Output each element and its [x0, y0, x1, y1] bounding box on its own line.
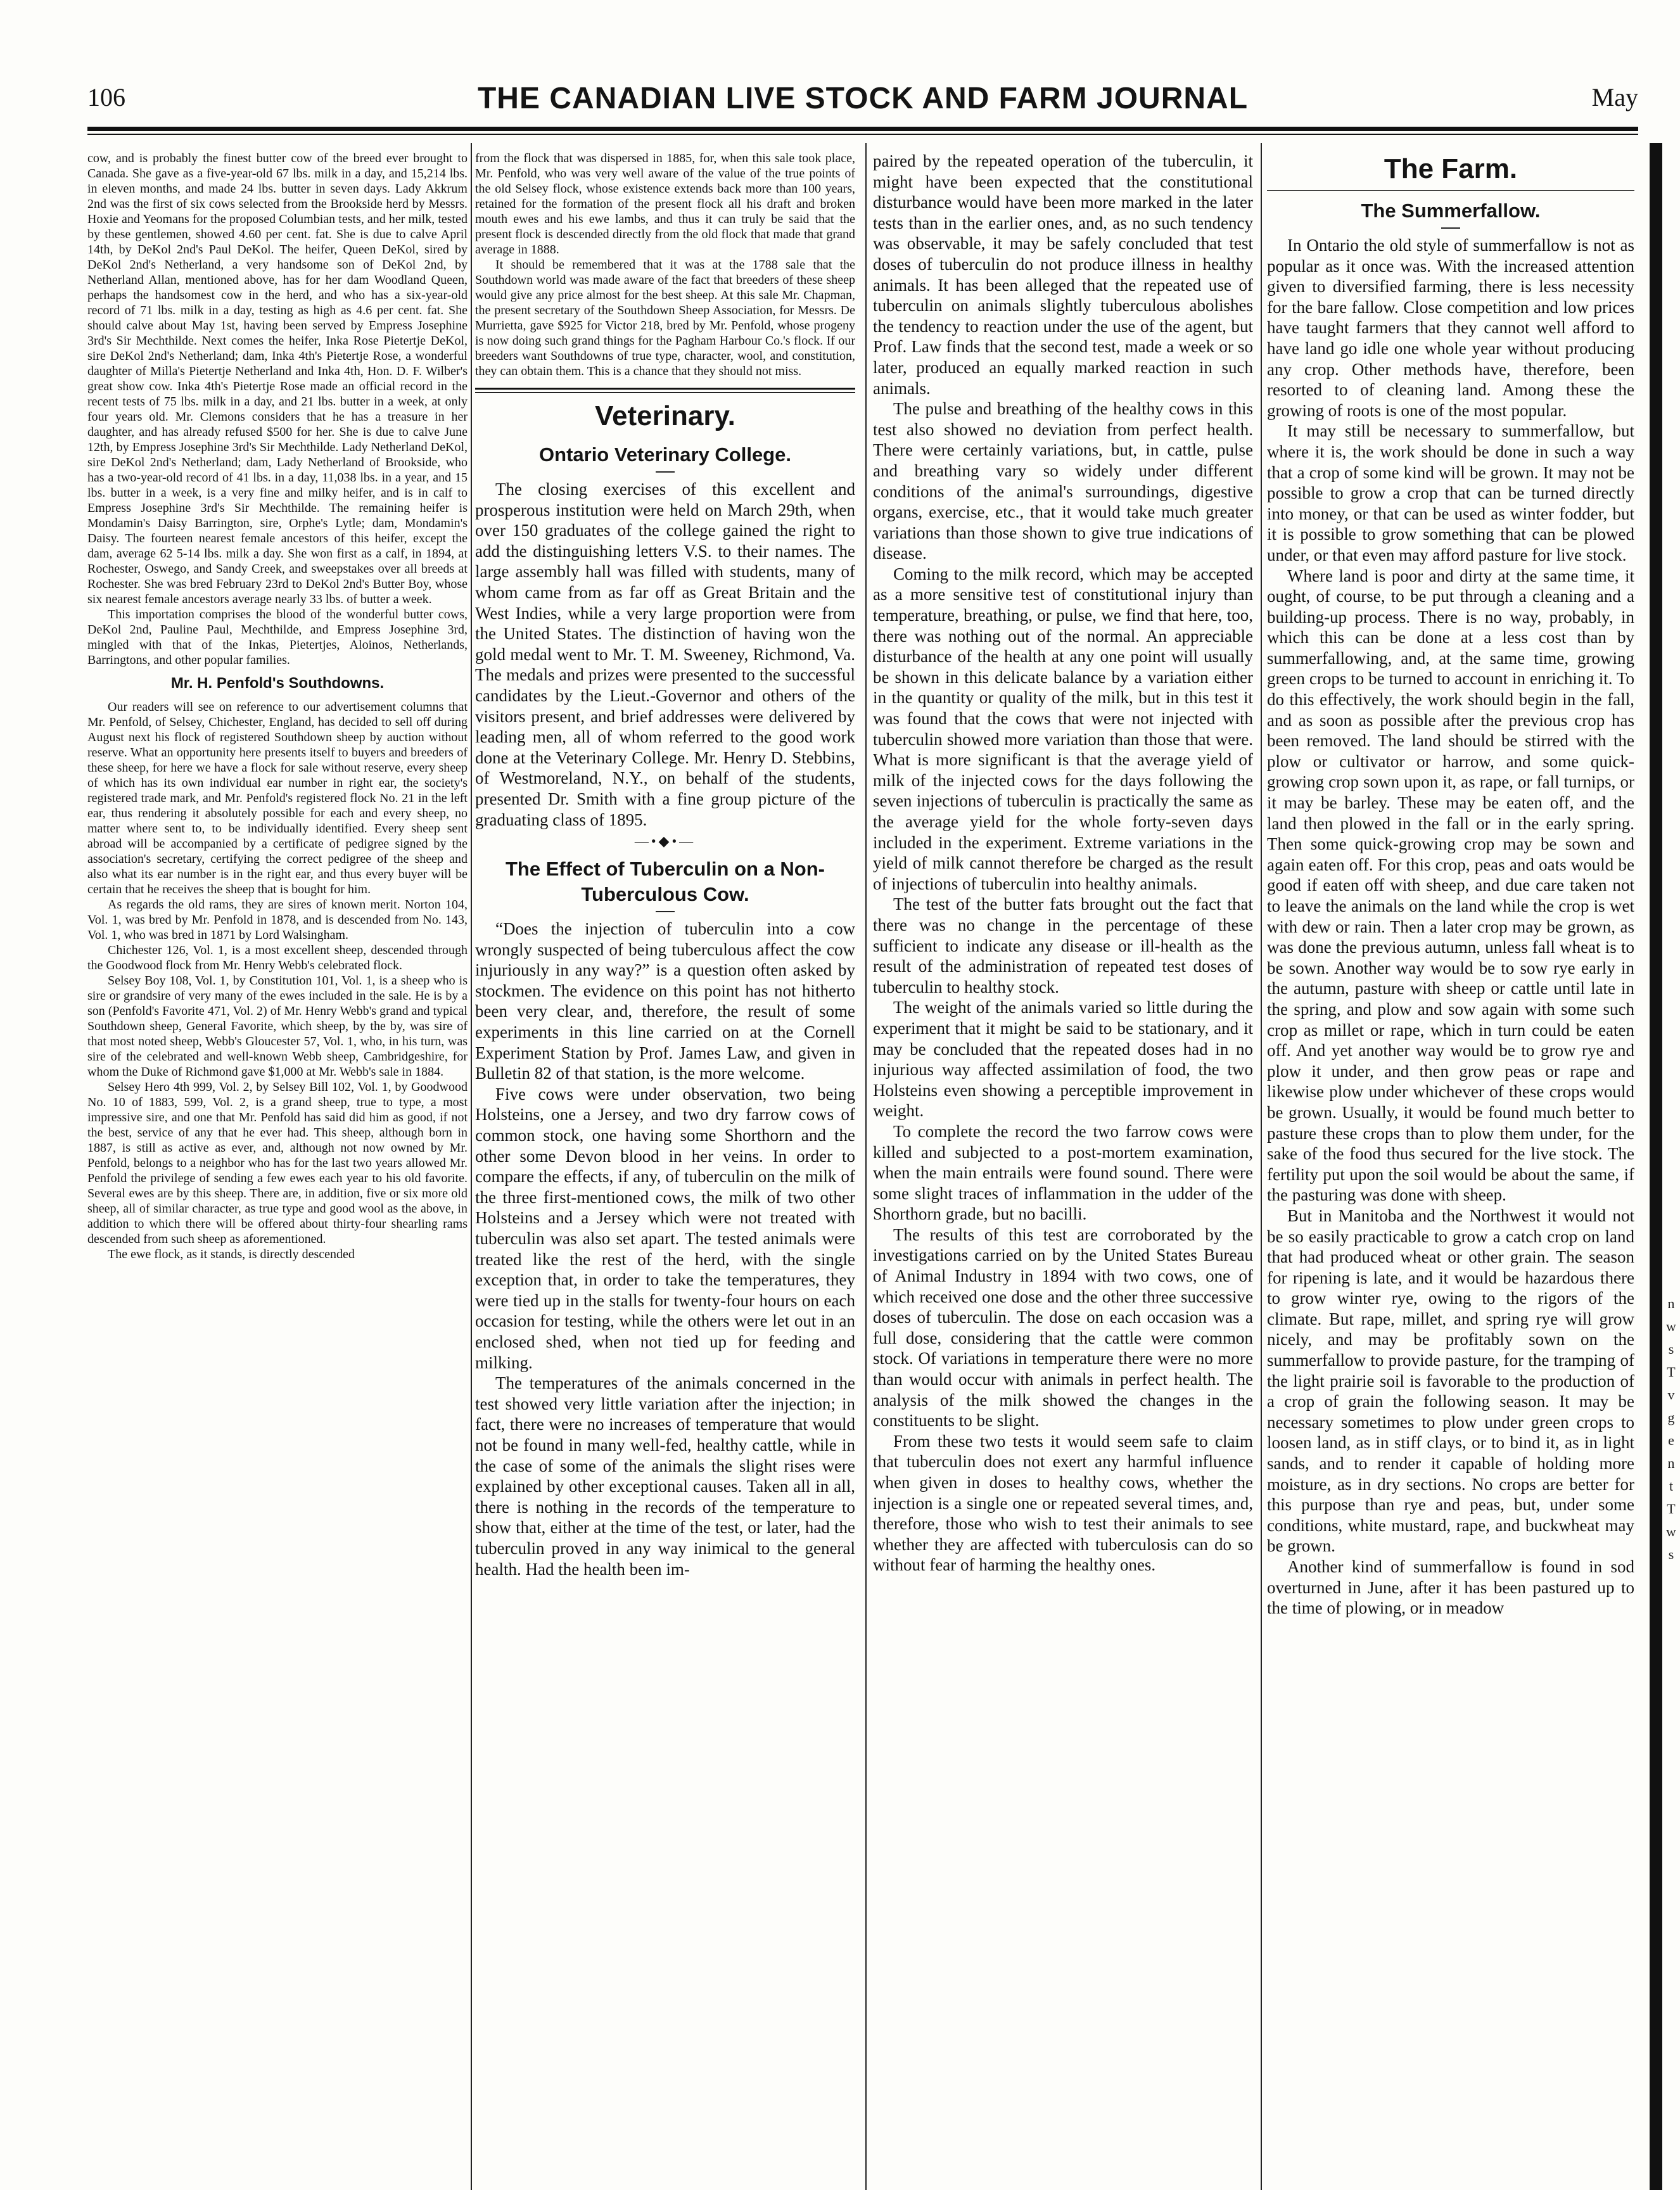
- paragraph: Selsey Hero 4th 999, Vol. 2, by Selsey Bill 102, Vol. 1, by Goodwood No. 10 of 1883, 599, Vol. 2, is a grand sheep, true to type, a most impressive sire, and one that Mr. Penfold has said did him as good, if not the best, service of any that he ever had. This sheep, although born in 1887, is still as active as ever, and, although not now owned by Mr. Penfold, belongs to a neighbor who has for the last two years allowed Mr. Penfold the privilege of sending a few ewes each year to his old favorite. Several ewes are by this sheep. There are, in addition, five or six more old sheep, all of similar character, as true type and good wool as the above, in addition to which there will be offered about thirty-four shearling rams descended from such sheep as aforementioned.: [87, 1080, 468, 1246]
- column-2: [475, 151, 855, 2165]
- paragraph: The ewe flock, as it stands, is directly descended: [108, 1247, 355, 1261]
- paragraph: Selsey Boy 108, Vol. 1, by Constitution 101, Vol. 1, is a sheep who is sire or grandsire of very many of the ewes included in the sale. He is by a son (Penfold's Favorite 471, Vol. 2) of Mr. Henry Webb's grand and typical Southdown sheep, General Favorite, which sheep, by the by, was sire of that most noted sheep, Webb's Gloucester 57, Vol. 1, who, in his turn, was sire of the celebrated and well-known Webb sheep, Cambridgeshire, for whom the Duke of Richmond gave $1,000 at Mr. Webb's sale in 1884.: [87, 974, 468, 1079]
- paragraph: The pulse and breathing of the healthy cows in this test also showed no deviation from perfect health. There were certainly variations, but, in cattle, pulse and breathing vary so widely under different conditions of the animal's surroundings, digestive organs, exercise, etc., that it would take much greater variations than those shown to give true indications of disease.: [873, 399, 1253, 563]
- section-title-the-farm: The Farm.: [1384, 153, 1518, 184]
- summerfallow-article: [1267, 235, 1634, 1619]
- edge-letter: g: [1667, 1410, 1675, 1425]
- paragraph: Five cows were under observation, two being Holsteins, one a Jersey, and two dry farrow cows of common stock, one having some Shorthorn and the other some Devon blood in her veins. In order to compare the effects, if any, of tuberculin on the milk of the three first-mentioned cows, the milk of two other Holsteins and a Jersey which were not treated with tuberculin was also set apart. The tested animals were treated like the rest of the herd, with the single exception that, in order to take the temperatures, they were tied up in the stalls for twenty-four hours on each occasion for testing, while the others were let out in an enclosed shed, when not tied up for feeding and milking.: [475, 1084, 855, 1372]
- college-article: [475, 479, 855, 830]
- tuberculin-article: [475, 919, 855, 1579]
- paragraph: Our readers will see on reference to our advertisement columns that Mr. Penfold, of Selsey, Chichester, England, has decided to sell off during August next his flock of registered Southdown sheep by auction without reserve. What an opportunity here presents itself to buyers and breeders of these sheep, for here we have a flock for sale without reserve, every sheep of which has its own individual ear number in right ear, the society's registered trade mark, and Mr. Penfold's registered flock No. 21 in the left ear, thus rendering it absolutely possible for each and every sheep, no matter where sent to, to be individually identified. Every sheep sent abroad will be accompanied by a certificate of pedigree signed by the association's secretary, certifying the correct pedigree of the sheep and also what its ear number is in the right ear, and thus every buyer will be certain that he receives the sheep that is bought for him.: [87, 700, 468, 896]
- section-rule-thin: [1267, 190, 1634, 191]
- section-rule-thin: [475, 392, 855, 393]
- paragraph: paired by the repeated operation of the tuberculin, it might have been expected that the constitutional disturbance would have been more marked in the later tests than in the earlier ones, and, as no such tendency was observable, it may be safely concluded that test doses of tuberculin do not produce illness in healthy animals. It has been alleged that the repeated use of tuberculin on animals slightly tuberculous abolishes the tendency to reaction under the use of the agent, but Prof. Law finds that the second test, made a week or so later, produced an equally marked reaction in such animals.: [873, 151, 1253, 398]
- section-rule: [475, 388, 855, 390]
- paragraph: The weight of the animals varied so little during the experiment that it might be said to be stationary, and it may be concluded that the repeated doses had in no injurious way affected assimilation of food, the two Holsteins even showing a perceptible improvement in weight.: [873, 998, 1253, 1121]
- paragraph: The closing exercises of this excellent and prosperous institution were held on March 29th, when over 150 graduates of the college gained the right to add the distinguishing letters V.S. to their names. The large assembly hall was filled with students, many of whom came from as far off as Great Britain and the West Indies, while a very large proportion were from the United States. The distinction of having won the gold medal went to Mr. T. M. Sweeney, Richmond, Va. The medals and prizes were presented to the successful candidates by the Lieut.-Governor and others of the visitors present, and brief addresses were delivered by leading men, all of whom referred to the good work done at the Veterinary College. Mr. Henry D. Stebbins, of Westmoreland, N.Y., on behalf of the students, presented Dr. Smith with a fine group picture of the graduating class of 1895.: [475, 480, 855, 829]
- paragraph: From these two tests it would seem safe to claim that tuberculin does not exert any harmful influence when given in doses to healthy cows, whether the injection is a single one or repeated several times, and, therefore, those who wish to test their animals to see whether they are affected with tuberculosis can do so without fear of harming the healthy ones.: [873, 1431, 1253, 1575]
- paragraph: “Does the injection of tuberculin into a cow wrongly suspected of being tuberculous affect the cow injuriously in any way?” is a question often asked by stockmen. The evidence on this point has not hitherto been very clear, and, therefore, the result of some experiments in this line carried on at the Cornell Experiment Station by Prof. James Law, and given in Bulletin 82 of that station, is the more welcome.: [475, 919, 855, 1083]
- header-rule-thick: [87, 127, 1638, 131]
- short-rule: [1441, 227, 1460, 229]
- short-rule: [656, 471, 675, 473]
- paragraph: To complete the record the two farrow cows were killed and subjected to a post-mortem examination, when the main entrails were found sound. There were some slight traces of inflammation in the udder of the Shorthorn grade, but no bacilli.: [873, 1121, 1253, 1224]
- paragraph: This importation comprises the blood of the wonderful butter cows, DeKol 2nd, Pauline Paul, Mechthilde, and Empress Josephine 3rd, mingled with that of the Inkas, Pietertjes, Aloinos, Netherlands, Barringtons, and other popular families.: [87, 608, 468, 667]
- column-4: [1267, 151, 1634, 2165]
- ornament-divider: —•◆•—: [634, 833, 696, 850]
- edge-letter: s: [1668, 1546, 1674, 1562]
- subhead-summerfallow: The Summerfallow.: [1361, 200, 1541, 222]
- section-title-veterinary: Veterinary.: [595, 400, 735, 431]
- edge-letter: e: [1668, 1432, 1674, 1448]
- tuberculin-article-continued: [873, 151, 1253, 1576]
- paragraph: Coming to the milk record, which may be accepted as a more sensitive test of constitutional injury than temperature, breathing, or pulse, we find that here, too, there was nothing out of the normal. An appreciable disturbance of the health at any one point will usually be shown in this delicate balance by a variation either in the quantity or quality of the milk, but in this test it was found that the cows that were not injected with tuberculin showed more variation than those that were. What is more significant is that the average yield of milk of the injected cows for the days following the seven injections of tuberculin is practically the same as the average yield for the whole forty-seven days included in the experiment. Extreme variations in the yield of milk cannot therefore be charged as the result of injections of tuberculin into healthy animals.: [873, 564, 1253, 893]
- southdowns-article-continued: [475, 151, 855, 379]
- paragraph: The results of this test are corroborated by the investigations carried on by the United States Bureau of Animal Industry in 1894 with two cows, one of which received one dose and the other three successive doses of tuberculin. The dose on each occasion was a full dose, considering that the cattle were common stock. Of variations in temperature there were no more than would occur with animals in perfect health. The analysis of the milk showed the changes in the constituents to be slight.: [873, 1225, 1253, 1430]
- page-header: [87, 81, 1638, 120]
- edge-letter: n: [1667, 1455, 1675, 1471]
- paragraph: cow, and is probably the finest butter cow of the breed ever brought to Canada. She gave as a five-year-old 67 lbs. milk in a day, and 15,214 lbs. in eleven months, and made 24 lbs. butter in seven days. Lady Akkrum 2nd was the first of six cows selected from the Brookside herd by Messrs. Hoxie and Yeomans for the proposed Columbian tests, and her milk, tested by these gentlemen, showed 4.60 per cent. fat. She is due to calve April 14th, by DeKol 2nd's Paul DeKol. The heifer, Queen DeKol, sired by DeKol 2nd's Netherland, a very handsome son of DeKol 2nd, by Netherland Allan, mentioned above, has for her dam Woodland Queen, perhaps the handsomest cow in the herd, and who has a six-year-old record of 71 lbs. milk in a day, testing as high as 4.6 per cent. fat. She should calve about May 1st, having been served by Empress Josephine 3rd's Sir Mechthilde. Next comes the heifer, Inka Rose Pietertje DeKol, sire DeKol 2nd's Netherland; dam, Inka 4th's Pietertje Rose, a wonderful daughter of Milla's Pietertje Netherland and Inka 4th, Hon. D. F. Wilber's great show cow. Inka 4th's Pietertje Rose made an official record in the recent tests of 75 lbs. milk in a day, and 21 lbs. butter in a week, at only four years old. Mr. Clemons considers that he has a treasure in her daughter, and has already refused $500 for her. She is due to calve June 12th, by Empress Josephine 3rd's Sir Mechthilde. Lady Netherland DeKol, sire DeKol 2nd's Netherland; dam, Lady Netherland of Brookside, who has a two-year-old record of 41 lbs. in a day, 11,038 lbs. in a year, and 15 lbs. butter in a week, is a very fine and milky heifer, and is in calf to Empress Josephine 3rd's Sir Mechthilde. The remaining heifer is Mondamin's Daisy Barrington, sire, Orphe's Lytle; dam, Mondamin's Daisy. The fourteen nearest female ancestors of this heifer, except the dam, average 62 5-14 lbs. milk a day. She won first as a calf, in 1894, at Rochester, Oswego, and Sandy Creek, and sweepstakes over all breeds at Rochester. She was bred February 23rd to DeKol 2nd's Butter Boy, whose six nearest female ancestors average nearly 33 lbs. of butter a week.: [87, 151, 468, 606]
- binding-edge-shadow: [1650, 143, 1662, 2190]
- paragraph: The test of the butter fats brought out the fact that there was no change in the percentage of these sufficient to indicate any disease or ill-health as the result of the administration of repeated test doses of tuberculin to healthy stock.: [873, 894, 1253, 996]
- paragraph: Where land is poor and dirty at the same time, it ought, of course, to be put through a cleaning and a building-up process. There is no way, probably, in which this can be done at a less cost than by summerfallowing, and, at the same time, growing green crops to be turned to account in enriching it. To do this effectively, the work should begin in the fall, and as soon as possible after the previous crop has been removed. The land should be stirred with the plow or cultivator or harrow, and some quick-growing crop sown upon it, as rape, or fall turnips, or it may be barley. These may be eaten off, and the land then plowed in the fall or in the early spring. Then some quick-growing crop may be sown and again eaten off. For this crop, peas and oats would be good if eaten off with sheep, and due care taken not to leave the animals on the land while the crop is wet with dew or rain. Then a later crop may be grown, as was done the previous autumn, unless fall wheat is to be sown. Another way would be to sow rye early in the autumn, pasture with sheep or cattle until late in the spring, and plow and sow again with some such crop as millet or rape, which in turn could be eaten off. And yet another way would be to grow rye and plow it under, and then grow peas or rape and likewise plow under whichever of these crops would be grown. Usually, it would be found much better to pasture these crops than to plow them under, for the sake of the food thus secured for the live stock. The fertility put upon the soil would be about the same, if the pasturing was done with sheep.: [1267, 566, 1634, 1205]
- paragraph: It should be remembered that it was at the 1788 sale that the Southdown world was made aware of the fact that breeders of these sheep would give any price almost for the best sheep. At this sale Mr. Chapman, the present secretary of the Southdown Sheep Association, for Messrs. De Murrietta, gave $925 for Victor 218, bred by Mr. Penfold, whose progeny is now doing such grand things for the Pagham Harbour Co.'s flock. If our breeders want Southdowns of true type, character, wool, and constitution, they can obtain them. This is a chance that they should not miss.: [475, 258, 855, 378]
- edge-letter: n: [1667, 1296, 1675, 1311]
- subhead-penfold-southdowns: Mr. H. Penfold's Southdowns.: [170, 675, 385, 692]
- paragraph: from the flock that was dispersed in 1885, for, when this sale took place, Mr. Penfold, who was very well aware of the value of the true points of the old Selsey flock, whose existence extends back more than 100 years, retained for the formation of the present flock all his draft and broken mouth ewes and his ewe lambs, and thus it can truly be said that the present flock is descended directly from the old flock that made that grand average in 1888.: [475, 151, 855, 257]
- paragraph: As regards the old rams, they are sires of known merit. Norton 104, Vol. 1, was bred by Mr. Penfold in 1878, and is descended from No. 143, Vol. 1, who was bred in 1871 by Lord Walsingham.: [87, 898, 468, 942]
- subhead-ontario-veterinary-college: Ontario Veterinary College.: [539, 443, 791, 466]
- edge-letter: v: [1667, 1387, 1675, 1403]
- paragraph: Chichester 126, Vol. 1, is a most excellent sheep, descended through the Goodwood flock from Mr. Henry Webb's celebrated flock.: [87, 943, 468, 972]
- cut-off-adjacent-text: [1664, 1292, 1679, 1566]
- edge-letter: t: [1669, 1478, 1674, 1494]
- column-1: [87, 151, 468, 2165]
- header-rule-thin: [87, 134, 1638, 135]
- paragraph: It may still be necessary to summerfallow, but where it is, the work should be done in such a way that a crop of some kind will be grown. It may not be possible to grow a crop that can be turned directly into money, or that can be used as winter fodder, but it is possible to grow something that can be plowed under, or that even may afford pasture for live stock.: [1267, 421, 1634, 564]
- column-divider: [865, 143, 867, 2190]
- subhead-tuberculin: The Effect of Tuberculin on a Non-Tuberculous Cow.: [505, 858, 825, 906]
- paragraph: Another kind of summerfallow is found in sod overturned in June, after it has been pastured up to the time of plowing, or in meadow: [1267, 1557, 1634, 1618]
- edge-letter: s: [1668, 1341, 1674, 1357]
- issue-month: May: [1591, 83, 1638, 111]
- holstein-article-continued: [87, 151, 468, 668]
- paragraph: In Ontario the old style of summerfallow is not as popular as it once was. With the increased attention given to diversified farming, there is less necessity for the bare fallow. Close competition and low prices have taught farmers that they cannot well afford to have land go idle one whole year without producing any crop. Other methods have, therefore, been resorted to of cleaning land. Among these the growing of roots is one of the most popular.: [1267, 236, 1634, 420]
- edge-letter: w: [1666, 1524, 1676, 1539]
- short-rule: [656, 911, 675, 912]
- journal-title: THE CANADIAN LIVE STOCK AND FARM JOURNAL: [477, 82, 1249, 115]
- edge-letter: T: [1667, 1364, 1676, 1380]
- column-3: [873, 151, 1253, 2165]
- column-divider: [471, 143, 472, 2190]
- column-divider: [1261, 143, 1262, 2190]
- paragraph: The temperatures of the animals concerned in the test showed very little variation after the injection; in fact, there were no increases of temperature that would not be found in many well-fed, healthy cattle, while in the case of some of the animals the slight rises were explained by other exceptional causes. Taken all in all, there is nothing in the records of the temperature to show that, either at the time of the test, or later, had the tuberculin proved in any way inimical to the general health. Had the health been im-: [475, 1373, 855, 1579]
- southdowns-article: [87, 699, 468, 1262]
- paragraph: But in Manitoba and the Northwest it would not be so easily practicable to grow a catch crop on land that had produced wheat or other grain. The season for ripening is late, and it would be hazardous there to grow winter rye, owing to the rigors of the climate. But rape, millet, and spring rye will grow nicely, and may be profitably sown on the summerfallow to provide pasture, for the tramping of the light prairie soil is favorable to the production of a crop of grain the following season. It may be necessary sometimes to plow under green crops to loosen land, as in stiff clays, or to bind it, as in light sands, and to render it capable of holding more moisture, as in dry sections. No crops are better for this purpose than rye and peas, but, under some conditions, white mustard, rape, and buckwheat may be grown.: [1267, 1206, 1634, 1556]
- page-number: 106: [87, 83, 125, 111]
- edge-letter: w: [1666, 1318, 1676, 1334]
- edge-letter: T: [1667, 1501, 1676, 1517]
